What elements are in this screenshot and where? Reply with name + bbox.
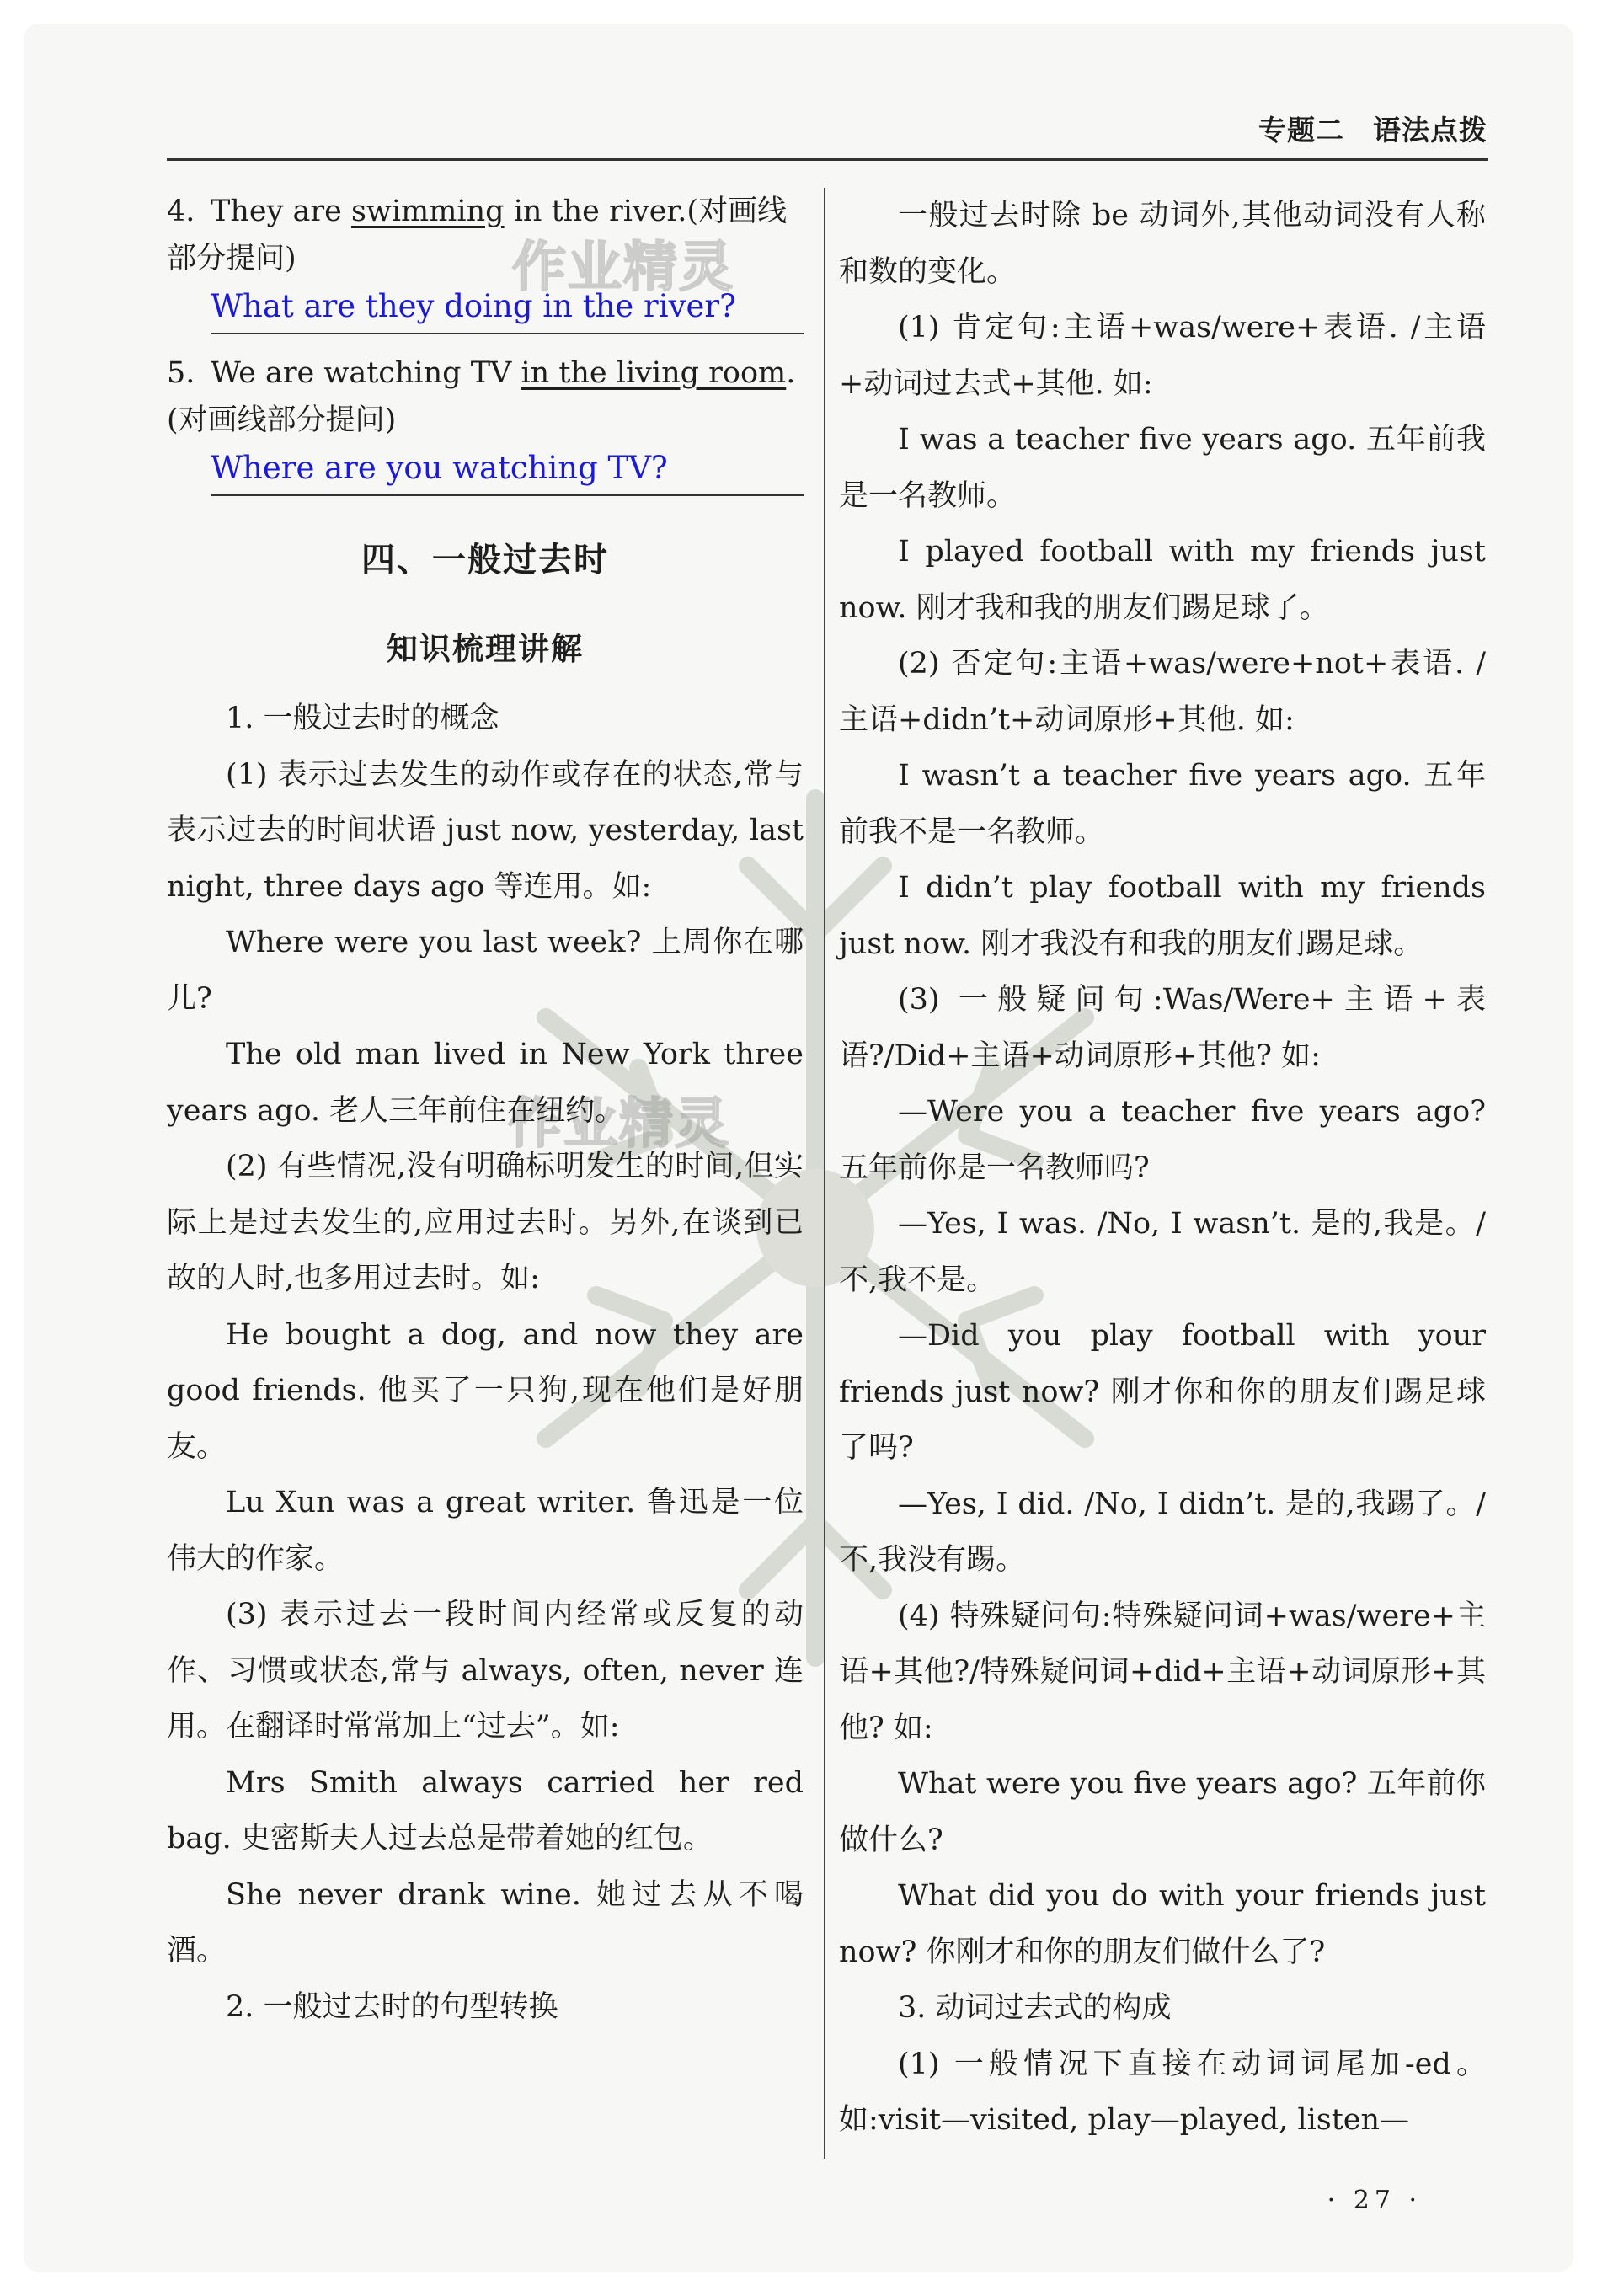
paragraph: —Were you a teacher five years ago? 五年前你是一名教师吗?	[839, 1095, 1486, 1185]
paragraph: (1) 一般情况下直接在动词词尾加-ed。如:visit—visited, play—played, listen—	[839, 2047, 1486, 2137]
page-number: · 27 ·	[1327, 2186, 1422, 2215]
paragraph: He bought a dog, and now they are good friends. 他买了一只狗,现在他们是好朋友。	[167, 1317, 804, 1464]
paragraph: The old man lived in New York three years ago. 老人三年前住在纽约。	[167, 1038, 804, 1128]
paragraph: (3) 一般疑问句:Was/Were+主语+表语?/Did+主语+动词原形+其他? 如:	[839, 983, 1486, 1073]
watermark-text: 作业精灵	[512, 237, 734, 299]
paragraph: 1. 一般过去时的概念	[226, 702, 499, 735]
column-divider	[824, 188, 825, 2159]
paragraph: 3. 动词过去式的构成	[898, 1991, 1172, 2025]
header-title: 专题二 语法点拨	[1258, 114, 1488, 147]
subsection-title: 知识梳理讲解	[387, 631, 584, 667]
question-5: 5. We are watching TV in the living room. (对画线部分提问) Where are you watching TV?	[167, 350, 804, 496]
paragraph: Where were you last week? 上周你在哪儿?	[167, 926, 804, 1016]
right-column	[839, 188, 1486, 2149]
page-header	[167, 83, 1488, 161]
paragraph: (3) 表示过去一段时间内经常或反复的动作、习惯或状态,常与 always, often, never 连用。在翻译时常常加上“过去”。如:	[167, 1598, 804, 1743]
paragraph: (4) 特殊疑问句:特殊疑问词+was/were+主语+其他?/特殊疑问词+did+主语+动词原形+其他? 如:	[839, 1599, 1486, 1745]
paragraph: (2) 否定句:主语+was/were+not+表语. /主语+didn’t+动词原形+其他. 如:	[839, 647, 1486, 737]
paragraph: Lu Xun was a great writer. 鲁迅是一位伟大的作家。	[167, 1486, 804, 1576]
paragraph: I didn’t play football with my friends just now. 刚才我没有和我的朋友们踢足球。	[839, 871, 1486, 961]
paragraph: (1) 肯定句:主语+was/were+表语. /主语+动词过去式+其他. 如:	[839, 311, 1486, 401]
section-title: 四、一般过去时	[361, 541, 609, 579]
book-page	[24, 24, 1573, 2272]
question-4: 4. They are swimming in the river.(对画线 部分提问) What are they doing in the river?	[167, 188, 804, 334]
paragraph: —Yes, I did. /No, I didn’t. 是的,我踢了。/不,我没有踢。	[839, 1487, 1486, 1577]
paragraph: I was a teacher five years ago. 五年前我是一名教师。	[839, 423, 1486, 513]
paragraph: —Did you play football with your friends just now? 刚才你和你的朋友们踢足球了吗?	[839, 1319, 1486, 1465]
paragraph: What did you do with your friends just now? 你刚才和你的朋友们做什么了?	[839, 1879, 1486, 1969]
left-column	[167, 188, 804, 2035]
question-number: 5.	[167, 356, 195, 390]
answer-line	[211, 333, 804, 334]
paragraph: Mrs Smith always carried her red bag. 史密斯夫人过去总是带着她的红包。	[167, 1765, 804, 1855]
answer-line	[211, 494, 804, 496]
paragraph: I played football with my friends just now. 刚才我和我的朋友们踢足球了。	[839, 535, 1486, 625]
answer-text: Where are you watching TV?	[211, 450, 668, 486]
answer-text: What are they doing in the river?	[211, 288, 736, 324]
paragraph: 2. 一般过去时的句型转换	[226, 1989, 558, 2024]
paragraph: (1) 表示过去发生的动作或存在的状态,常与表示过去的时间状语 just now, yesterday, last night, three days ago 等连用。如:	[167, 757, 804, 904]
paragraph: 一般过去时除 be 动词外,其他动词没有人称和数的变化。	[839, 199, 1486, 289]
paragraph: She never drank wine. 她过去从不喝酒。	[167, 1877, 804, 1968]
paragraph: (2) 有些情况,没有明确标明发生的时间,但实际上是过去发生的,应用过去时。另外,在谈到已故的人时,也多用过去时。如:	[167, 1150, 804, 1295]
paragraph: What were you five years ago? 五年前你做什么?	[839, 1767, 1486, 1857]
question-number: 4.	[167, 195, 195, 228]
watermark-text: 作业精灵	[508, 1093, 730, 1156]
paragraph: —Yes, I was. /No, I wasn’t. 是的,我是。/不,我不是。	[839, 1207, 1486, 1297]
underlined-part: in the living room	[521, 356, 787, 390]
underlined-part: swimming	[350, 195, 505, 228]
paragraph: I wasn’t a teacher five years ago. 五年前我不是一名教师。	[839, 759, 1486, 849]
